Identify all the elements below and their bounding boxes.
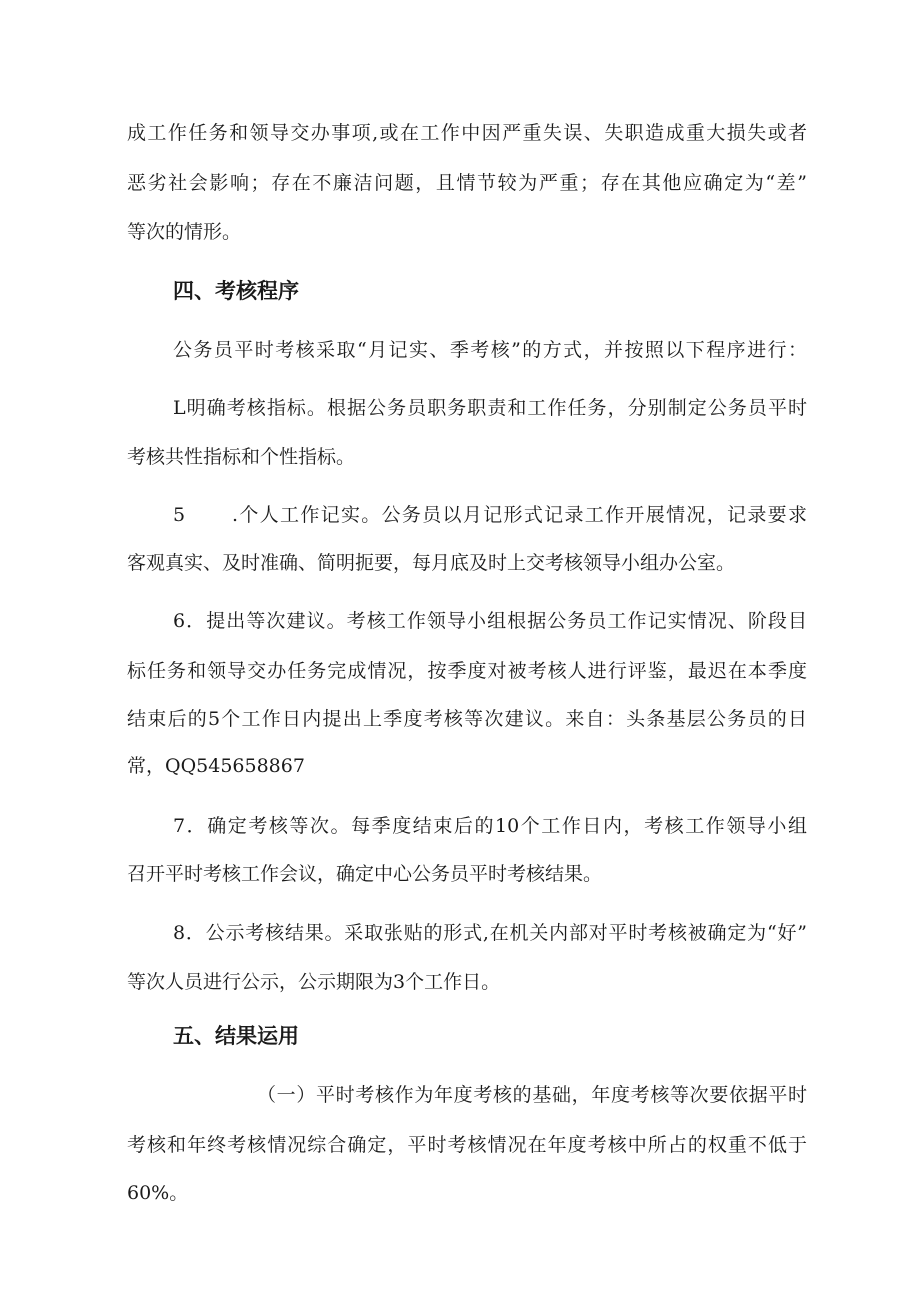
text-line: 8．公示考核结果。采取张贴的形式,在机关内部对平时考核被确定为“好” xyxy=(173,922,807,944)
text-line: 客观真实、及时准确、简明扼要，每月底及时上交考核领导小组办公室。 xyxy=(127,552,736,574)
section-heading: 四、考核程序 xyxy=(173,279,299,303)
text-line: 结束后的5个工作日内提出上季度考核等次建议。来自：头条基层公务员的日 xyxy=(127,708,807,730)
text-line: 等次的情形。 xyxy=(127,221,242,243)
text-line: 7．确定考核等次。每季度结束后的10个工作日内，考核工作领导小组 xyxy=(173,815,807,837)
text-line: 6．提出等次建议。考核工作领导小组根据公务员工作记实情况、阶段目 xyxy=(173,610,807,632)
text-line: 标任务和领导交办任务完成情况，按季度对被考核人进行评鉴，最迟在本季度 xyxy=(127,660,807,682)
list-number: 5 xyxy=(173,504,186,526)
text-line: L明确考核指标。根据公务员职务职责和工作任务，分别制定公务员平时 xyxy=(173,397,807,419)
text-line: 常，QQ545658867 xyxy=(127,755,305,777)
text-line: 公务员平时考核采取“月记实、季考核”的方式，并按照以下程序进行： xyxy=(173,339,807,361)
text-line: （一）平时考核作为年度考核的基础，年度考核等次要依据平时 xyxy=(257,1084,807,1106)
section-heading: 五、结果运用 xyxy=(173,1024,299,1048)
text-line: 恶劣社会影响；存在不廉洁问题，且情节较为严重；存在其他应确定为“差” xyxy=(127,172,807,194)
text-line: 等次人员进行公示，公示期限为3个工作日。 xyxy=(127,971,501,993)
text-line: 考核共性指标和个性指标。 xyxy=(127,446,356,468)
text-line: 考核和年终考核情况综合确定，平时考核情况在年度考核中所占的权重不低于 xyxy=(127,1134,807,1156)
text-line: 成工作任务和领导交办事项,或在工作中因严重失误、失职造成重大损失或者 xyxy=(127,122,807,144)
text-line: 召开平时考核工作会议，确定中心公务员平时考核结果。 xyxy=(127,863,603,885)
text-line: .个人工作记实。公务员以月记形式记录工作开展情况，记录要求 xyxy=(232,504,807,526)
text-line: 60%。 xyxy=(127,1182,189,1204)
